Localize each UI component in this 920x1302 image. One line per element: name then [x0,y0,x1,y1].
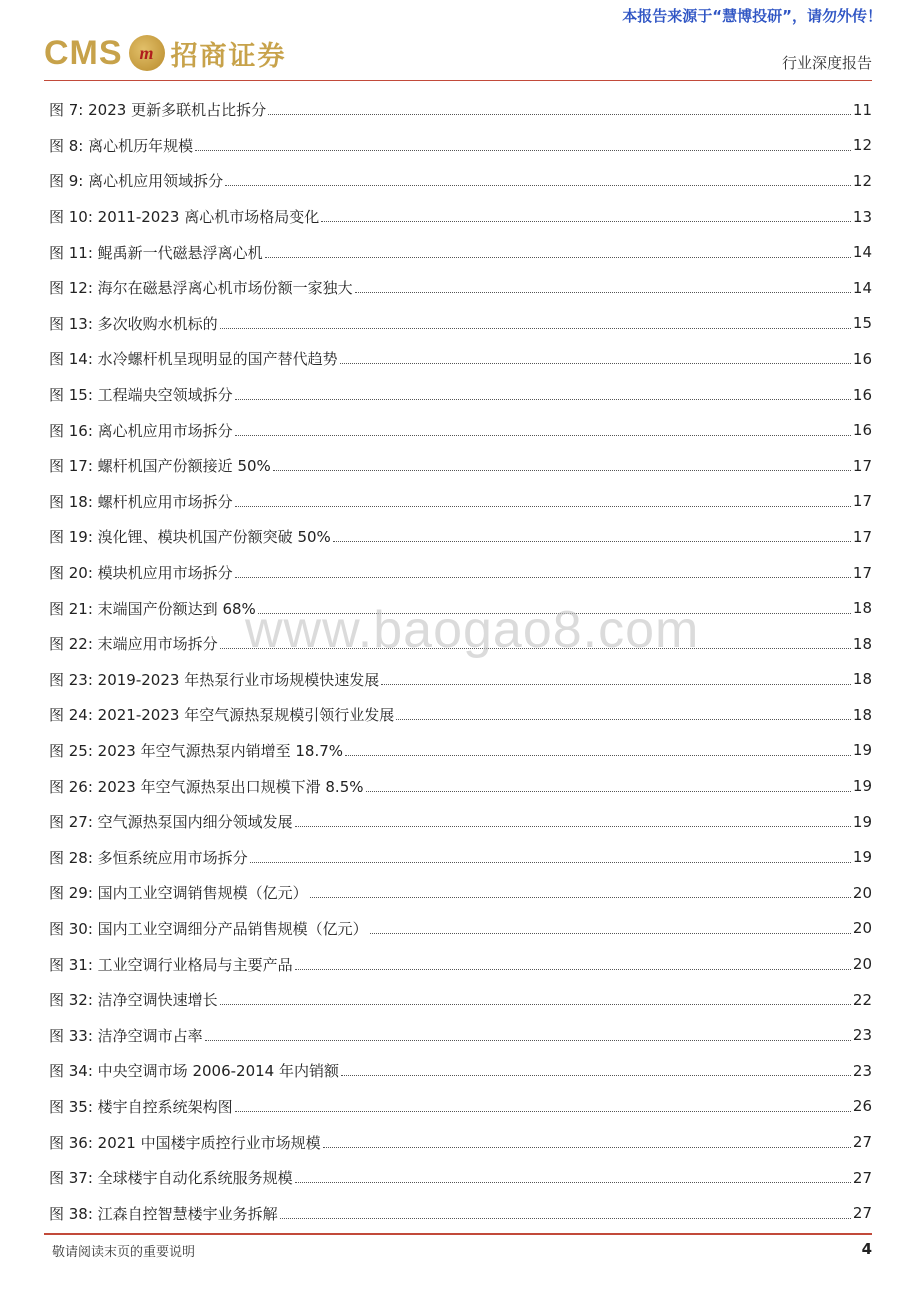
toc-entry-page: 23 [852,1026,872,1045]
logo-company-name: 招商证券 [170,40,287,72]
footer-divider [44,1233,872,1235]
toc-entry[interactable] [49,270,872,306]
toc-dot-leader [235,435,851,436]
toc-dot-leader [235,506,851,507]
toc-dot-leader [268,114,851,115]
watermark: www.baogao8.com [245,601,700,659]
toc-dot-leader [273,470,851,471]
toc-entry-label: 图 36: 2021 中国楼宇质控行业市场规模 [49,1133,321,1152]
toc-entry-page: 20 [852,883,872,902]
toc-entry-page: 19 [852,812,872,831]
toc-entry[interactable] [49,1053,872,1089]
toc-dot-leader [235,1111,851,1112]
toc-entry-label: 图 29: 国内工业空调销售规模（亿元） [49,884,308,903]
toc-entry-page: 27 [852,1204,872,1223]
toc-dot-leader [345,755,851,756]
toc-entry-page: 14 [852,278,872,297]
toc-entry-page: 17 [852,492,872,511]
toc-entry-label: 图 12: 海尔在磁悬浮离心机市场份额一家独大 [49,279,353,298]
report-type-label: 行业深度报告 [781,54,872,72]
toc-dot-leader [340,363,851,364]
toc-entry[interactable] [49,1160,872,1196]
toc-entry[interactable] [49,92,872,128]
logo-emblem-icon: m [129,35,165,71]
toc-entry[interactable] [49,662,872,698]
source-notice: 本报告来源于“慧博投研”，请勿外传！ [622,7,882,25]
toc-entry-label: 图 7: 2023 更新多联机占比拆分 [49,101,267,120]
toc-entry-page: 23 [852,1061,872,1080]
toc-entry-label: 图 9: 离心机应用领域拆分 [49,172,224,191]
toc-entry-label: 图 8: 离心机历年规模 [49,136,194,155]
toc-entry[interactable] [49,163,872,199]
toc-entry[interactable] [49,341,872,377]
toc-entry[interactable] [49,484,872,520]
toc-entry-page: 19 [852,848,872,867]
toc-entry-label: 图 33: 洁净空调市占率 [49,1026,203,1045]
logo-cms-text: CMS [44,33,123,72]
toc-entry-label: 图 37: 全球楼宇自动化系统服务规模 [49,1169,293,1188]
toc-entry-page: 20 [852,955,872,974]
toc-entry-label: 图 34: 中央空调市场 2006-2014 年内销额 [49,1062,339,1081]
toc-dot-leader [235,399,851,400]
toc-entry-label: 图 24: 2021-2023 年空气源热泵规模引领行业发展 [49,706,395,725]
toc-entry-label: 图 18: 螺杆机应用市场拆分 [49,492,233,511]
toc-entry-page: 20 [852,919,872,938]
toc-entry-label: 图 35: 楼宇自控系统架构图 [49,1097,233,1116]
toc-entry-label: 图 21: 末端国产份额达到 68% [49,599,256,618]
toc-entry[interactable] [49,1195,872,1231]
toc-dot-leader [310,897,851,898]
toc-entry-page: 27 [852,1168,872,1187]
toc-entry-label: 图 31: 工业空调行业格局与主要产品 [49,955,293,974]
toc-dot-leader [220,1004,851,1005]
toc-dot-leader [250,862,851,863]
toc-entry[interactable] [49,804,872,840]
toc-entry-page: 18 [852,634,872,653]
toc-entry[interactable] [49,911,872,947]
toc-entry[interactable] [49,199,872,235]
toc-entry-label: 图 11: 鲲禹新一代磁悬浮离心机 [49,243,263,262]
toc-entry[interactable] [49,377,872,413]
toc-entry[interactable] [49,448,872,484]
toc-entry-page: 19 [852,777,872,796]
toc-entry-page: 19 [852,741,872,760]
toc-entry-label: 图 19: 溴化锂、模块机国产份额突破 50% [49,528,331,547]
toc-entry-page: 17 [852,563,872,582]
toc-dot-leader [280,1218,851,1219]
toc-entry[interactable] [49,234,872,270]
toc-entry-label: 图 13: 多次收购水机标的 [49,314,218,333]
toc-entry-label: 图 10: 2011-2023 离心机市场格局变化 [49,208,320,227]
header-divider [44,80,872,81]
toc-entry-label: 图 26: 2023 年空气源热泵出口规模下滑 8.5% [49,777,364,796]
toc-entry-page: 27 [852,1133,872,1152]
toc-dot-leader [205,1040,851,1041]
toc-entry[interactable] [49,1124,872,1160]
page-number: 4 [861,1240,872,1258]
toc-dot-leader [381,684,851,685]
toc-entry-page: 16 [852,385,872,404]
cms-logo [44,30,287,76]
toc-entry[interactable] [49,555,872,591]
toc-entry-label: 图 15: 工程端央空领域拆分 [49,386,233,405]
toc-entry-label: 图 14: 水冷螺杆机呈现明显的国产替代趋势 [49,350,338,369]
toc-dot-leader [235,577,851,578]
toc-dot-leader [225,185,851,186]
toc-entry-page: 13 [852,207,872,226]
toc-entry-page: 12 [852,171,872,190]
toc-entry-page: 22 [852,990,872,1009]
toc-entry-label: 图 22: 末端应用市场拆分 [49,635,218,654]
toc-entry-label: 图 17: 螺杆机国产份额接近 50% [49,457,271,476]
toc-dot-leader [321,221,851,222]
figure-toc-list [49,92,872,1231]
toc-dot-leader [333,541,851,542]
toc-dot-leader [323,1147,851,1148]
toc-entry[interactable] [49,128,872,164]
toc-entry[interactable] [49,733,872,769]
toc-dot-leader [366,791,851,792]
toc-dot-leader [295,969,851,970]
toc-entry[interactable] [49,875,872,911]
toc-dot-leader [195,150,851,151]
toc-dot-leader [265,257,851,258]
toc-entry[interactable] [49,306,872,342]
toc-entry-page: 17 [852,456,872,475]
toc-entry[interactable] [49,1089,872,1125]
toc-entry-page: 11 [852,100,872,119]
toc-entry[interactable] [49,768,872,804]
toc-entry[interactable] [49,1017,872,1053]
toc-entry[interactable] [49,412,872,448]
toc-entry-page: 18 [852,599,872,618]
toc-entry-page: 18 [852,705,872,724]
toc-entry[interactable] [49,839,872,875]
toc-dot-leader [355,292,851,293]
toc-entry-label: 图 32: 洁净空调快速增长 [49,991,218,1010]
footer-disclaimer-note: 敬请阅读末页的重要说明 [52,1245,196,1260]
toc-entry[interactable] [49,697,872,733]
toc-entry-page: 16 [852,349,872,368]
toc-entry-page: 15 [852,314,872,333]
toc-entry-page: 16 [852,421,872,440]
toc-dot-leader [295,826,851,827]
toc-entry[interactable] [49,982,872,1018]
toc-dot-leader [220,328,851,329]
toc-entry-page: 14 [852,243,872,262]
toc-entry[interactable] [49,946,872,982]
toc-entry-label: 图 23: 2019-2023 年热泵行业市场规模快速发展 [49,670,380,689]
toc-entry-page: 17 [852,527,872,546]
toc-entry-label: 图 27: 空气源热泵国内细分领域发展 [49,813,293,832]
toc-dot-leader [341,1075,851,1076]
toc-dot-leader [370,933,851,934]
toc-entry-label: 图 28: 多恒系统应用市场拆分 [49,848,248,867]
toc-entry-label: 图 16: 离心机应用市场拆分 [49,421,233,440]
toc-entry-page: 12 [852,136,872,155]
toc-dot-leader [295,1182,851,1183]
toc-entry-label: 图 25: 2023 年空气源热泵内销增至 18.7% [49,741,344,760]
toc-entry-label: 图 30: 国内工业空调细分产品销售规模（亿元） [49,919,368,938]
toc-entry-page: 18 [852,670,872,689]
toc-entry-label: 图 38: 江森自控智慧楼宇业务拆解 [49,1204,278,1223]
toc-entry-page: 26 [852,1097,872,1116]
toc-entry-label: 图 20: 模块机应用市场拆分 [49,564,233,583]
toc-entry[interactable] [49,519,872,555]
toc-dot-leader [396,719,851,720]
